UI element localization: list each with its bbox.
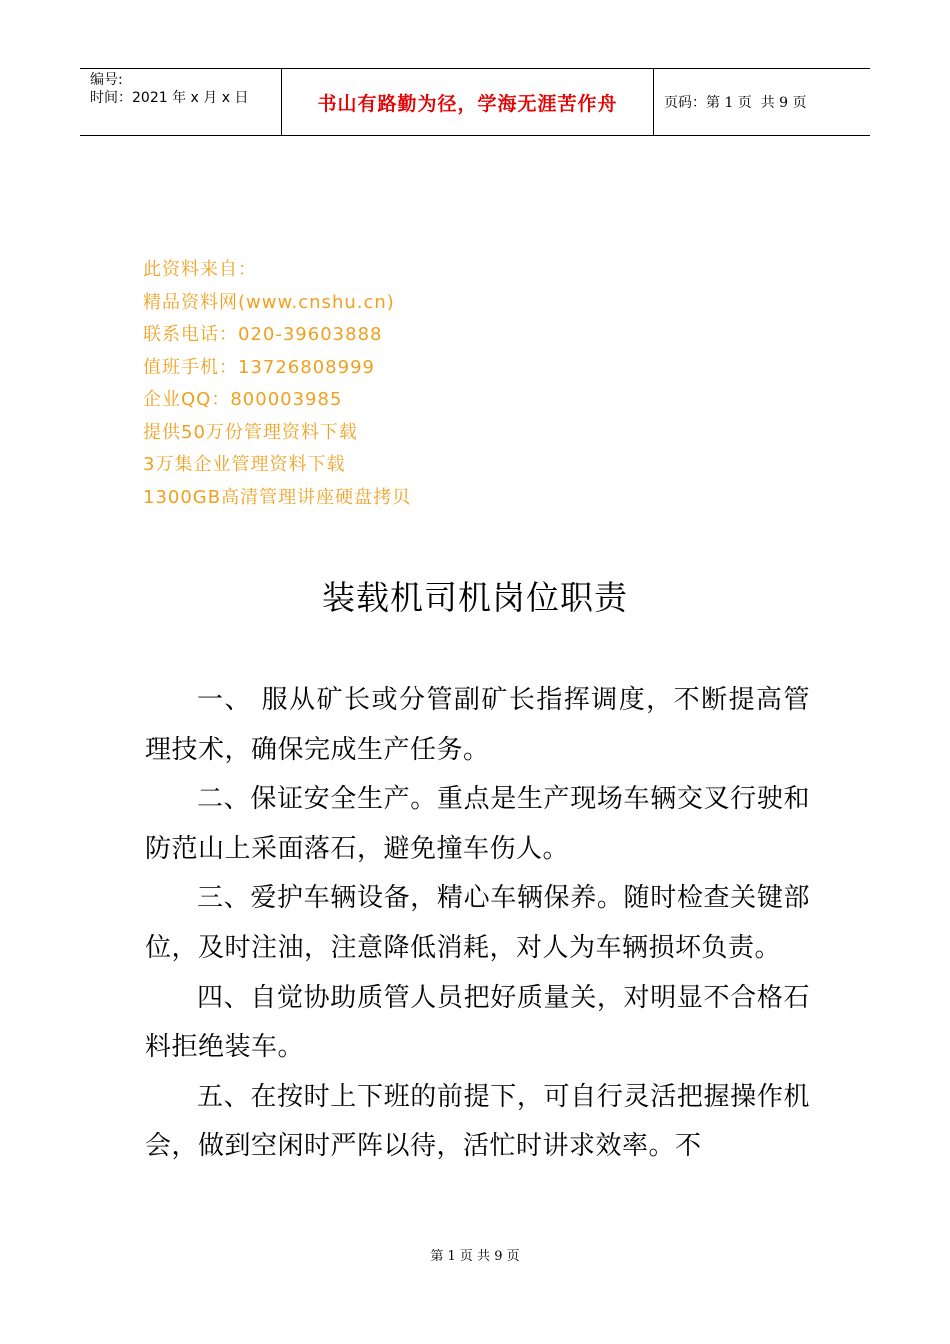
body-paragraph: 四、自觉协助质管人员把好质量关，对明显不合格石料拒绝装车。 [145, 982, 810, 1063]
body-paragraph: 三、爱护车辆设备，精心车辆保养。随时检查关键部位，及时注油，注意降低消耗，对人为车辆损坏负责。 [145, 883, 810, 963]
body-paragraph: 二、保证安全生产。重点是生产现场车辆交叉行驶和防范山上采面落石，避免撞车伤人。 [145, 784, 810, 864]
number-label: 编号: [90, 72, 123, 88]
body-paragraph: 五、在按时上下班的前提下，可自行灵活把握操作机会，做到空闲时严阵以待，活忙时讲求效率。不 [145, 1081, 810, 1162]
source-line: 此资料来自： [143, 259, 257, 280]
source-line: 值班手机：13726808999 [143, 356, 375, 378]
header-motto: 书山有路勤为径，学海无涯苦作舟 [282, 69, 654, 135]
document-title: 装载机司机岗位职责 [322, 578, 628, 617]
source-line: 企业QQ：800003985 [143, 389, 343, 410]
source-line: 联系电话：020-39603888 [143, 324, 383, 345]
header-page-info [654, 69, 870, 135]
page-label: 页码：第 1 页 共 9 页 [664, 95, 807, 111]
source-line: 精品资料网(www.cnshu.cn) [143, 291, 395, 313]
document-body [145, 676, 810, 1172]
source-line: 1300GB高清管理讲座硬盘拷贝 [143, 486, 412, 508]
source-line: 提供50万份管理资料下载 [143, 421, 358, 443]
source-info [143, 254, 411, 514]
body-paragraph: 一、 服从矿长或分管副矿长指挥调度，不断提高管理技术，确保完成生产任务。 [145, 685, 810, 765]
header-meta [80, 69, 282, 135]
source-line: 3万集企业管理资料下载 [143, 454, 346, 475]
page-header [80, 68, 870, 136]
time-label: 时间：2021 年 x 月 x 日 [90, 90, 249, 106]
page-footer: 第 1 页 共 9 页 [430, 1249, 520, 1264]
